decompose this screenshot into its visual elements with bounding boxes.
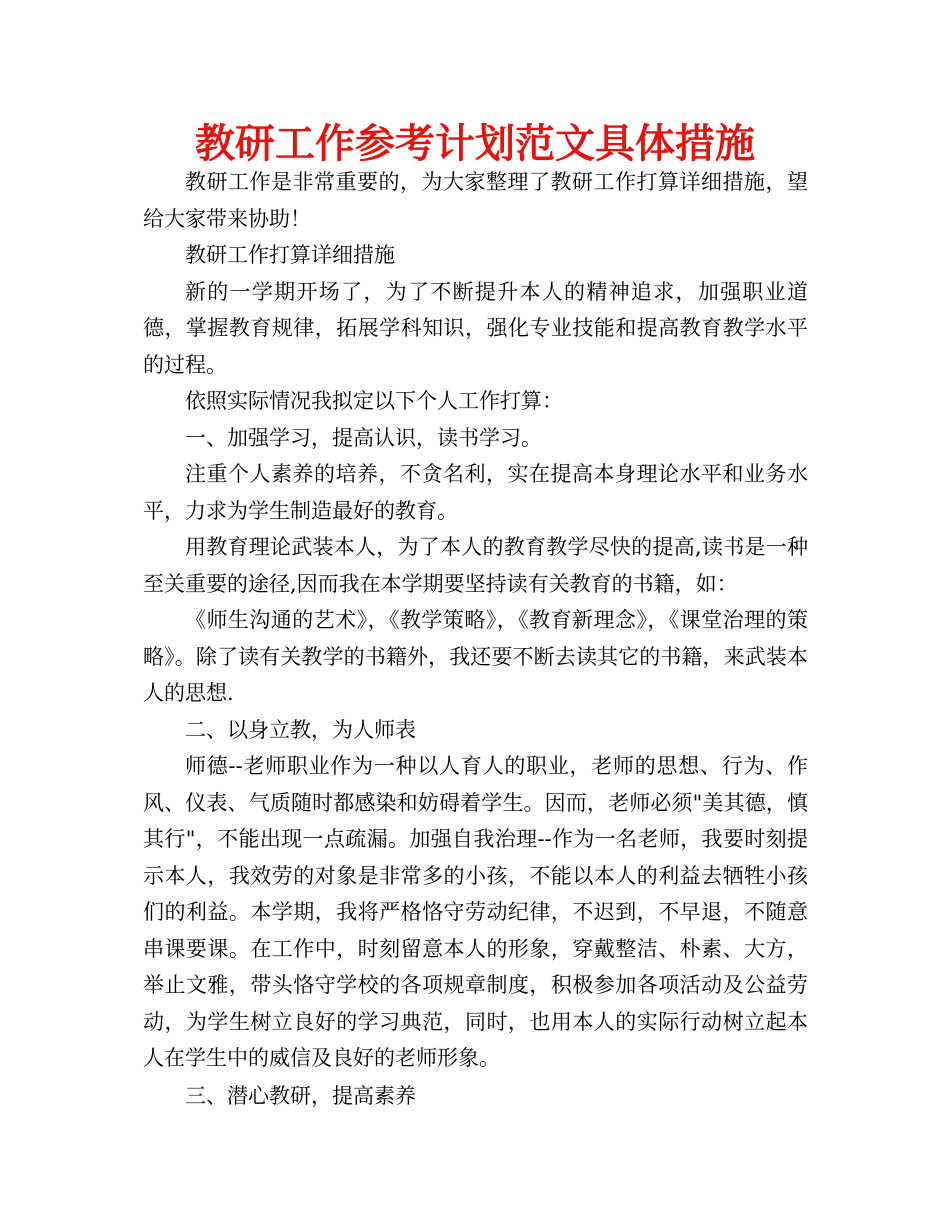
document-title: 教研工作参考计划范文具体措施	[195, 120, 755, 167]
heading-section-1: 一、加强学习，提高认识，读书学习。	[185, 425, 542, 450]
paragraph-teacher-ethics: 师德--老师职业作为一种以人育人的职业，老师的思想、行为、作风、仪表、气质随时都感染和妨碍着学生。因而，老师必须"美其德，慎其行"，不能出现一点疏漏。加强自我治理--作为一名老师，我要时刻提示本人，我效劳的对象是非常多的小孩，不能以本人的利益去牺牲小孩们的利益。本学期，我将严格恪守劳动纪律，不迟到，不早退，不随意串课要课。在工作中，时刻留意本人的形象，穿戴整洁、朴素、大方，举止文雅，带头恪守学校的各项规章制度，积极参加各项活动及公益劳动，为学生树立良好的学习典范，同时，也用本人的实际行动树立起本人在学生中的威信及良好的老师形象。	[143, 754, 808, 1070]
heading-section-2: 二、以身立教，为人师表	[185, 717, 416, 742]
paragraph-plan-intro: 依照实际情况我拟定以下个人工作打算：	[185, 389, 563, 413]
paragraph-reading: 用教育理论武装本人，为了本人的教育教学尽快的提高,读书是一种至关重要的途径,因而我在本学期要坚持读有关教育的书籍，如：	[143, 535, 808, 596]
heading-section-3: 三、潜心教研，提高素养	[185, 1083, 416, 1108]
paragraph-book-list: 《师生沟通的艺术》，《教学策略》，《教育新理念》，《课堂治理的策略》。除了读有关教学的书籍外，我还要不断去读其它的书籍，来武装本人的思想.	[143, 608, 808, 705]
document-body	[143, 164, 808, 1114]
paragraph-self-cultivation: 注重个人素养的培养，不贪名利，实在提高本身理论水平和业务水平，力求为学生制造最好的教育。	[143, 462, 808, 523]
paragraph-new-semester: 新的一学期开场了，为了不断提升本人的精神追求，加强职业道德，掌握教育规律，拓展学科知识，强化专业技能和提高教育教学水平的过程。	[143, 279, 808, 377]
paragraph-subtitle: 教研工作打算详细措施	[185, 243, 395, 267]
paragraph-intro: 教研工作是非常重要的，为大家整理了教研工作打算详细措施，望给大家带来协助！	[143, 170, 808, 231]
